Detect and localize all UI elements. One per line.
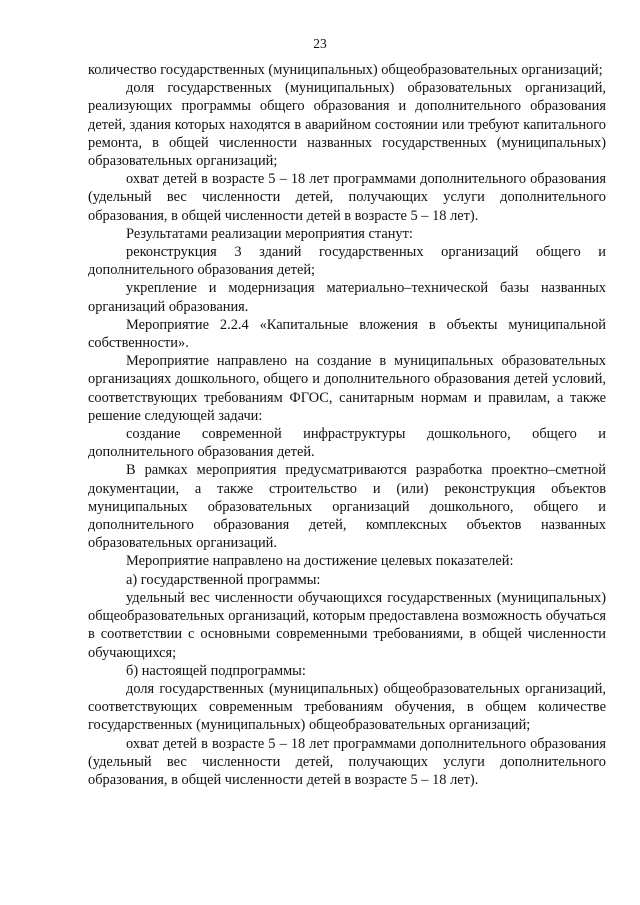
paragraph: доля государственных (муниципальных) общеобразовательных организаций, соответствующих современным требованиям обучения, в общем количестве государственных (муниципальных) общеобразовательных организаций; <box>88 680 606 734</box>
paragraph: Мероприятие направлено на создание в муниципальных образовательных организациях дошкольного, общего и дополнительного образования детей условий, соответствующих требованиям ФГОС, санитарным нормам и правилам, а также решение следующей задачи: <box>88 353 606 424</box>
paragraph: Мероприятие направлено на достижение целевых показателей: <box>126 553 514 570</box>
paragraph: В рамках мероприятия предусматриваются разработка проектно–сметной документации, а также строительство и (или) реконструкция объектов муниципальных образовательных организаций дошкольного, общего и дополнительного образования детей, комплексных объектов названных образовательных организаций. <box>88 462 606 552</box>
page-number: 23 <box>313 36 327 51</box>
paragraph: охват детей в возрасте 5 – 18 лет программами дополнительного образования (удельный вес численности детей, получающих услуги дополнительного образования, в общей численности детей в возрасте 5 – 18 лет). <box>88 171 606 224</box>
paragraph: а) государственной программы: <box>126 571 321 588</box>
paragraph: Результатами реализации мероприятия станут: <box>126 225 413 242</box>
paragraph: количество государственных (муниципальных) общеобразовательных организаций; <box>88 62 603 78</box>
paragraph: создание современной инфраструктуры дошкольного, общего и дополнительного образования детей. <box>88 426 606 461</box>
body-text <box>88 61 606 789</box>
paragraph: укрепление и модернизация материально–технической базы названных организаций образования. <box>88 280 606 315</box>
paragraph: доля государственных (муниципальных) образовательных организаций, реализующих программы общего образования и дополнительного образования детей, здания которых находятся в аварийном состоянии или требуют капитального ремонта, в общей численности названных государственных (муниципальных) образовательных организаций; <box>88 80 606 170</box>
paragraph: охват детей в возрасте 5 – 18 лет программами дополнительного образования (удельный вес численности детей, получающих услуги дополнительного образования, в общей численности детей в возрасте 5 – 18 лет). <box>88 735 606 788</box>
paragraph: удельный вес численности обучающихся государственных (муниципальных) общеобразовательных организаций, которым предоставлена возможность обучаться в соответствии с основными современными требованиями, в общей численности обучающихся; <box>88 589 606 661</box>
paragraph: реконструкция 3 зданий государственных организаций общего и дополнительного образования детей; <box>88 244 606 279</box>
paragraph: б) настоящей подпрограммы: <box>126 662 306 679</box>
paragraph: Мероприятие 2.2.4 «Капитальные вложения в объекты муниципальной собственности». <box>88 316 606 352</box>
